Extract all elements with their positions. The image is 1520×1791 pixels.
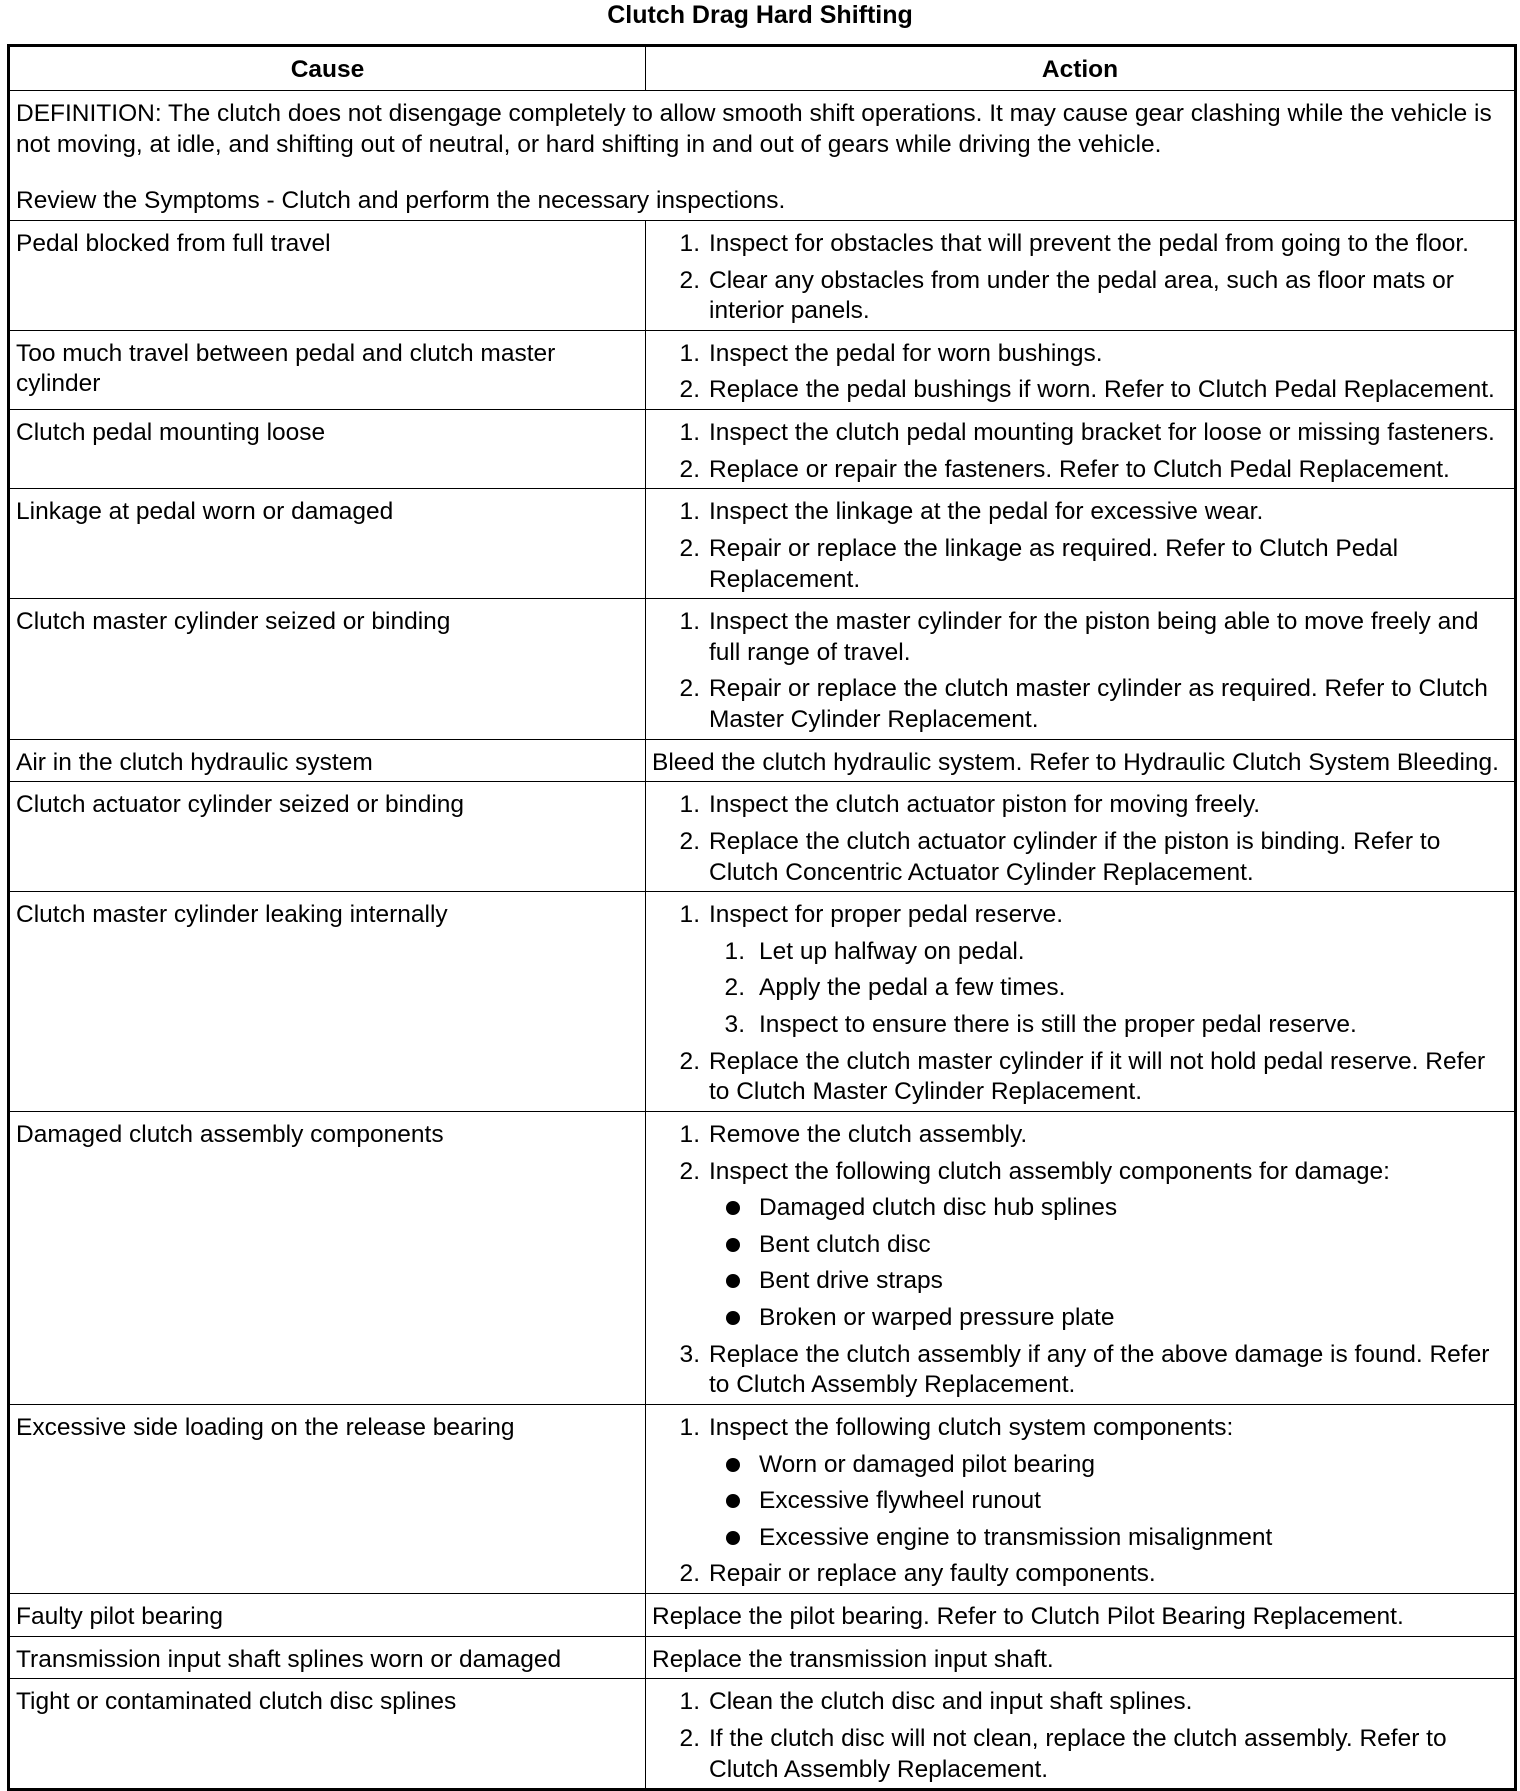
step-text: Inspect the linkage at the pedal for excessive wear. [709, 498, 1264, 526]
action-cell [646, 410, 1516, 489]
action-cell [646, 489, 1516, 599]
sub-step-number: 2 . [721, 973, 745, 1004]
action-steps [652, 418, 1509, 485]
sub-step-text: Apply the pedal a few times. [759, 974, 1066, 1002]
definition-cell [9, 91, 1516, 221]
table-row [9, 739, 1516, 782]
step-number: 2 . [670, 534, 700, 565]
step-number: 1 . [670, 497, 700, 528]
table-row [9, 330, 1516, 409]
bullet-icon [726, 1274, 740, 1288]
action-step [652, 339, 1509, 370]
step-text: Repair or replace any faulty components. [709, 1560, 1156, 1588]
action-steps [652, 1413, 1509, 1590]
cause-cell: Pedal blocked from full travel [9, 220, 646, 330]
sub-step-text: Let up halfway on pedal. [759, 937, 1025, 965]
bullet-icon [726, 1458, 740, 1472]
sub-steps [709, 937, 1509, 1041]
step-text: Inspect the master cylinder for the piston being able to move freely and full range of travel. [709, 608, 1479, 666]
cause-cell: Excessive side loading on the release bearing [9, 1404, 646, 1593]
step-text: Inspect the clutch pedal mounting bracket for loose or missing fasteners. [709, 419, 1495, 446]
cause-cell: Transmission input shaft splines worn or damaged [9, 1636, 646, 1679]
step-text: Repair or replace the clutch master cylinder as required. Refer to Clutch Master Cylinder Replacement. [709, 675, 1488, 733]
column-header-action: Action [646, 46, 1516, 91]
table-row [9, 410, 1516, 489]
bullet-item [709, 1303, 1509, 1334]
action-steps [652, 497, 1509, 595]
step-number: 1 . [670, 1120, 700, 1151]
definition-row [9, 91, 1516, 221]
sub-step [709, 973, 1509, 1004]
action-cell [646, 330, 1516, 409]
step-number: 2 . [670, 375, 700, 406]
cause-cell: Faulty pilot bearing [9, 1594, 646, 1637]
action-step [652, 674, 1509, 735]
step-text: Replace the clutch master cylinder if it will not hold pedal reserve. Refer to Clutch Master Cylinder Replacement. [709, 1047, 1486, 1106]
action-step [652, 827, 1509, 888]
action-step [652, 1687, 1509, 1718]
step-number: 1 . [670, 607, 700, 638]
action-cell [646, 1636, 1516, 1679]
step-text: Replace the pedal bushings if worn. Refer to Clutch Pedal Replacement. [709, 376, 1495, 404]
bullet-text: Damaged clutch disc hub splines [759, 1194, 1118, 1222]
step-number: 1 . [670, 1413, 700, 1444]
sub-step-number: 3 . [721, 1010, 745, 1041]
definition-text: DEFINITION: The clutch does not disengage completely to allow smooth shift operations. It may cause gear clashing while the vehicle is not moving, at idle, and shifting out of neutral, or hard shifting in and out of gears while driving the vehicle. [16, 100, 1492, 158]
action-step [652, 229, 1509, 260]
cause-cell: Clutch pedal mounting loose [9, 410, 646, 489]
cause-cell: Clutch master cylinder seized or binding [9, 599, 646, 740]
action-step [652, 1047, 1509, 1108]
action-step [652, 900, 1509, 1041]
step-text: Inspect the following clutch assembly components for damage: [709, 1157, 1390, 1185]
table-row [9, 1404, 1516, 1593]
bullet-icon [726, 1311, 740, 1325]
step-text: Clean the clutch disc and input shaft splines. [709, 1688, 1193, 1716]
action-step [652, 266, 1509, 327]
action-step [652, 1559, 1509, 1590]
bullet-icon [726, 1494, 740, 1508]
bullet-text: Worn or damaged pilot bearing [759, 1450, 1095, 1478]
cause-cell: Tight or contaminated clutch disc splines [9, 1679, 646, 1790]
action-step [652, 375, 1509, 406]
step-number: 2 . [670, 1047, 700, 1078]
action-text: Replace the pilot bearing. Refer to Clutch Pilot Bearing Replacement. [652, 1603, 1404, 1630]
action-step [652, 1724, 1509, 1785]
sub-step-number: 1 . [721, 937, 745, 968]
table-row [9, 892, 1516, 1112]
step-text: Inspect the clutch actuator piston for moving freely. [709, 791, 1261, 819]
cause-cell: Air in the clutch hydraulic system [9, 739, 646, 782]
table-row [9, 1636, 1516, 1679]
action-steps [652, 229, 1509, 327]
step-text: Remove the clutch assembly. [709, 1120, 1028, 1148]
column-header-cause: Cause [9, 46, 646, 91]
bullet-text: Bent drive straps [759, 1267, 943, 1295]
action-text: Bleed the clutch hydraulic system. Refer to Hydraulic Clutch System Bleeding. [652, 748, 1499, 776]
bullet-item [709, 1486, 1509, 1517]
bullet-text: Bent clutch disc [759, 1230, 931, 1258]
table-row [9, 220, 1516, 330]
step-number: 2 . [670, 455, 700, 486]
action-text: Replace the transmission input shaft. [652, 1645, 1054, 1673]
sub-step [709, 1010, 1509, 1041]
step-text: Inspect for obstacles that will prevent the pedal from going to the floor. [709, 229, 1469, 257]
bullet-icon [726, 1201, 740, 1215]
step-number: 2 . [670, 266, 700, 297]
troubleshooting-table [7, 44, 1517, 1791]
bullet-item [709, 1523, 1509, 1554]
table-row [9, 1594, 1516, 1637]
bullet-item [709, 1450, 1509, 1481]
table-row [9, 1111, 1516, 1404]
bullet-icon [726, 1531, 740, 1545]
step-number: 1 . [670, 229, 700, 260]
action-step [652, 497, 1509, 528]
step-number: 2 . [670, 1559, 700, 1590]
bullet-text: Broken or warped pressure plate [759, 1304, 1115, 1331]
action-cell [646, 1404, 1516, 1593]
step-text: Repair or replace the linkage as required. Refer to Clutch Pedal Replacement. [709, 534, 1399, 593]
action-step [652, 1120, 1509, 1151]
action-cell [646, 1679, 1516, 1790]
action-cell [646, 1594, 1516, 1637]
sub-step-text: Inspect to ensure there is still the proper pedal reserve. [759, 1011, 1357, 1038]
action-cell [646, 782, 1516, 892]
bullet-item [709, 1266, 1509, 1297]
bullet-item [709, 1193, 1509, 1224]
step-text: If the clutch disc will not clean, replace the clutch assembly. Refer to Clutch Assembly Replacement. [709, 1724, 1447, 1783]
action-steps [652, 1687, 1509, 1785]
step-text: Inspect for proper pedal reserve. [709, 901, 1064, 929]
table-row [9, 1679, 1516, 1790]
table-row [9, 782, 1516, 892]
action-steps [652, 1120, 1509, 1401]
action-cell [646, 1111, 1516, 1404]
step-number: 1 . [670, 1687, 700, 1718]
step-text: Replace or repair the fasteners. Refer to Clutch Pedal Replacement. [709, 455, 1450, 483]
step-number: 2 . [670, 1724, 700, 1755]
cause-cell: Damaged clutch assembly components [9, 1111, 646, 1404]
step-text: Replace the clutch assembly if any of the above damage is found. Refer to Clutch Assembly Replacement. [709, 1340, 1490, 1399]
step-text: Inspect the following clutch system components: [709, 1413, 1234, 1441]
action-step [652, 1413, 1509, 1554]
table-header-row [9, 46, 1516, 91]
action-cell [646, 220, 1516, 330]
action-step [652, 534, 1509, 595]
action-step [652, 607, 1509, 668]
table-row [9, 489, 1516, 599]
bullet-list [709, 1450, 1509, 1554]
table-row [9, 599, 1516, 740]
step-text: Replace the clutch actuator cylinder if the piston is binding. Refer to Clutch Concentric Actuator Cylinder Replacement. [709, 827, 1441, 886]
action-steps [652, 339, 1509, 406]
step-number: 1 . [670, 790, 700, 821]
action-cell [646, 892, 1516, 1112]
cause-cell: Too much travel between pedal and clutch master cylinder [9, 330, 646, 409]
action-steps [652, 790, 1509, 888]
step-number: 2 . [670, 827, 700, 858]
step-number: 2 . [670, 674, 700, 705]
step-number: 1 . [670, 339, 700, 370]
sub-step [709, 937, 1509, 968]
action-step [652, 1340, 1509, 1401]
definition-review: Review the Symptoms - Clutch and perform the necessary inspections. [16, 187, 786, 215]
step-number: 1 . [670, 418, 700, 449]
bullet-text: Excessive engine to transmission misalignment [759, 1523, 1273, 1551]
document-title: Clutch Drag Hard Shifting [607, 1, 913, 29]
action-step [652, 455, 1509, 486]
cause-cell: Linkage at pedal worn or damaged [9, 489, 646, 599]
step-number: 2 . [670, 1157, 700, 1188]
step-text: Inspect the pedal for worn bushings. [709, 339, 1103, 367]
action-step [652, 1157, 1509, 1334]
step-number: 3 . [670, 1340, 700, 1371]
action-steps [652, 607, 1509, 736]
cause-cell: Clutch master cylinder leaking internally [9, 892, 646, 1112]
bullet-list [709, 1193, 1509, 1334]
cause-cell: Clutch actuator cylinder seized or binding [9, 782, 646, 892]
bullet-item [709, 1230, 1509, 1261]
step-number: 1 . [670, 900, 700, 931]
action-step [652, 418, 1509, 449]
action-step [652, 790, 1509, 821]
action-cell [646, 739, 1516, 782]
bullet-icon [726, 1238, 740, 1252]
action-cell [646, 599, 1516, 740]
bullet-text: Excessive flywheel runout [759, 1487, 1041, 1515]
step-text: Clear any obstacles from under the pedal area, such as floor mats or interior panels. [709, 266, 1454, 325]
action-steps [652, 900, 1509, 1108]
